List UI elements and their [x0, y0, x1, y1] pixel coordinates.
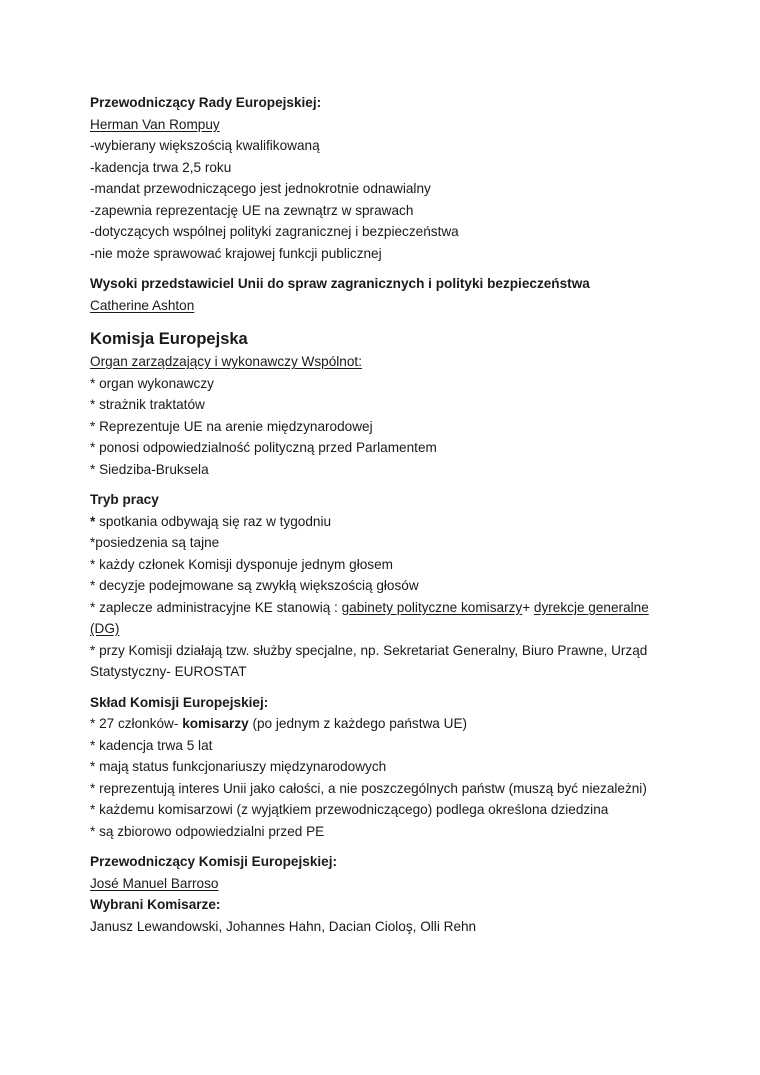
sklad-first-suffix: (po jednym z każdego państwa UE)	[248, 716, 468, 731]
sklad-item: * każdemu komisarzowi (z wyjątkiem przewodniczącego) podlega określona dziedzina	[90, 802, 609, 817]
tryb-star: *	[90, 513, 96, 529]
rada-item: -nie może sprawować krajowej funkcji publicznej	[90, 245, 382, 261]
dyrekcje-link: dyrekcje generalne	[533, 599, 649, 615]
tryb-item: *posiedzenia są tajne	[90, 535, 220, 550]
tryb-heading: Tryb pracy	[90, 492, 159, 507]
dyrekcje-link-cont: (DG)	[90, 621, 120, 636]
sklad-first-bold: komisarzy	[182, 716, 249, 731]
sklad-heading: Skład Komisji Europejskiej:	[90, 694, 269, 710]
tryb-sluzby-line1: * przy Komisji działają tzw. służby specjalne, np. Sekretariat Generalny, Biuro Prawne, Urząd	[90, 642, 648, 658]
komisja-title: Komisja Europejska	[90, 330, 248, 348]
komisarze-list: Janusz Lewandowski, Johannes Hahn, Dacian Cioloş, Olli Rehn	[90, 918, 477, 934]
tryb-item	[90, 511, 690, 533]
komisja-subtitle: Organ zarządzający i wykonawczy Wspólnot:	[90, 354, 362, 369]
tryb-zaplecze	[90, 597, 690, 619]
rada-president-name: Herman Van Rompuy	[90, 116, 220, 132]
rada-item: -dotyczących wspólnej polityki zagranicznej i bezpieczeństwa	[90, 224, 459, 239]
komisja-item: * Siedziba-Bruksela	[90, 461, 209, 477]
zaplecze-prefix: * zaplecze administracyjne KE stanowią :	[90, 599, 342, 615]
sklad-item	[90, 713, 690, 735]
sklad-item: * kadencja trwa 5 lat	[90, 737, 213, 753]
komisja-item: * Reprezentuje UE na arenie międzynarodowej	[90, 418, 373, 434]
komisja-item: * ponosi odpowiedzialność polityczną przed Parlamentem	[90, 440, 437, 455]
rada-item: -wybierany większością kwalifikowaną	[90, 138, 320, 153]
tryb-first-text: spotkania odbywają się raz w tygodniu	[95, 513, 332, 529]
przewodniczacy-komisji-heading: Przewodniczący Komisji Europejskiej:	[90, 854, 338, 869]
rada-heading: Przewodniczący Rady Europejskiej:	[90, 95, 322, 110]
wysoki-name: Catherine Ashton	[90, 297, 195, 313]
sklad-item: * mają status funkcjonariuszy międzynarodowych	[90, 759, 387, 774]
rada-item: -zapewnia reprezentację UE na zewnątrz w sprawach	[90, 202, 414, 218]
tryb-item: * każdy członek Komisji dysponuje jednym głosem	[90, 556, 393, 572]
barroso-name: José Manuel Barroso	[90, 875, 219, 891]
komisarze-heading: Wybrani Komisarze:	[90, 897, 221, 912]
rada-item: -mandat przewodniczącego jest jednokrotnie odnawialny	[90, 181, 431, 196]
sklad-item: * są zbiorowo odpowiedzialni przed PE	[90, 823, 325, 839]
tryb-item: * decyzje podejmowane są zwykłą większością głosów	[90, 578, 419, 593]
document-page	[90, 92, 690, 937]
komisja-item: * organ wykonawczy	[90, 375, 214, 391]
gabinety-link: gabinety polityczne komisarzy	[341, 599, 523, 615]
komisja-item: * strażnik traktatów	[90, 397, 205, 412]
wysoki-heading: Wysoki przedstawiciel Unii do spraw zagranicznych i polityki bezpieczeństwa	[90, 276, 590, 291]
sklad-item: * reprezentują interes Unii jako całości, a nie poszczególnych państw (muszą być niezależni)	[90, 780, 647, 796]
rada-item: -kadencja trwa 2,5 roku	[90, 159, 232, 175]
sklad-first-prefix: * 27 członków-	[90, 716, 183, 731]
zaplecze-plus: +	[522, 599, 534, 615]
tryb-sluzby-line2: Statystyczny- EUROSTAT	[90, 664, 247, 679]
